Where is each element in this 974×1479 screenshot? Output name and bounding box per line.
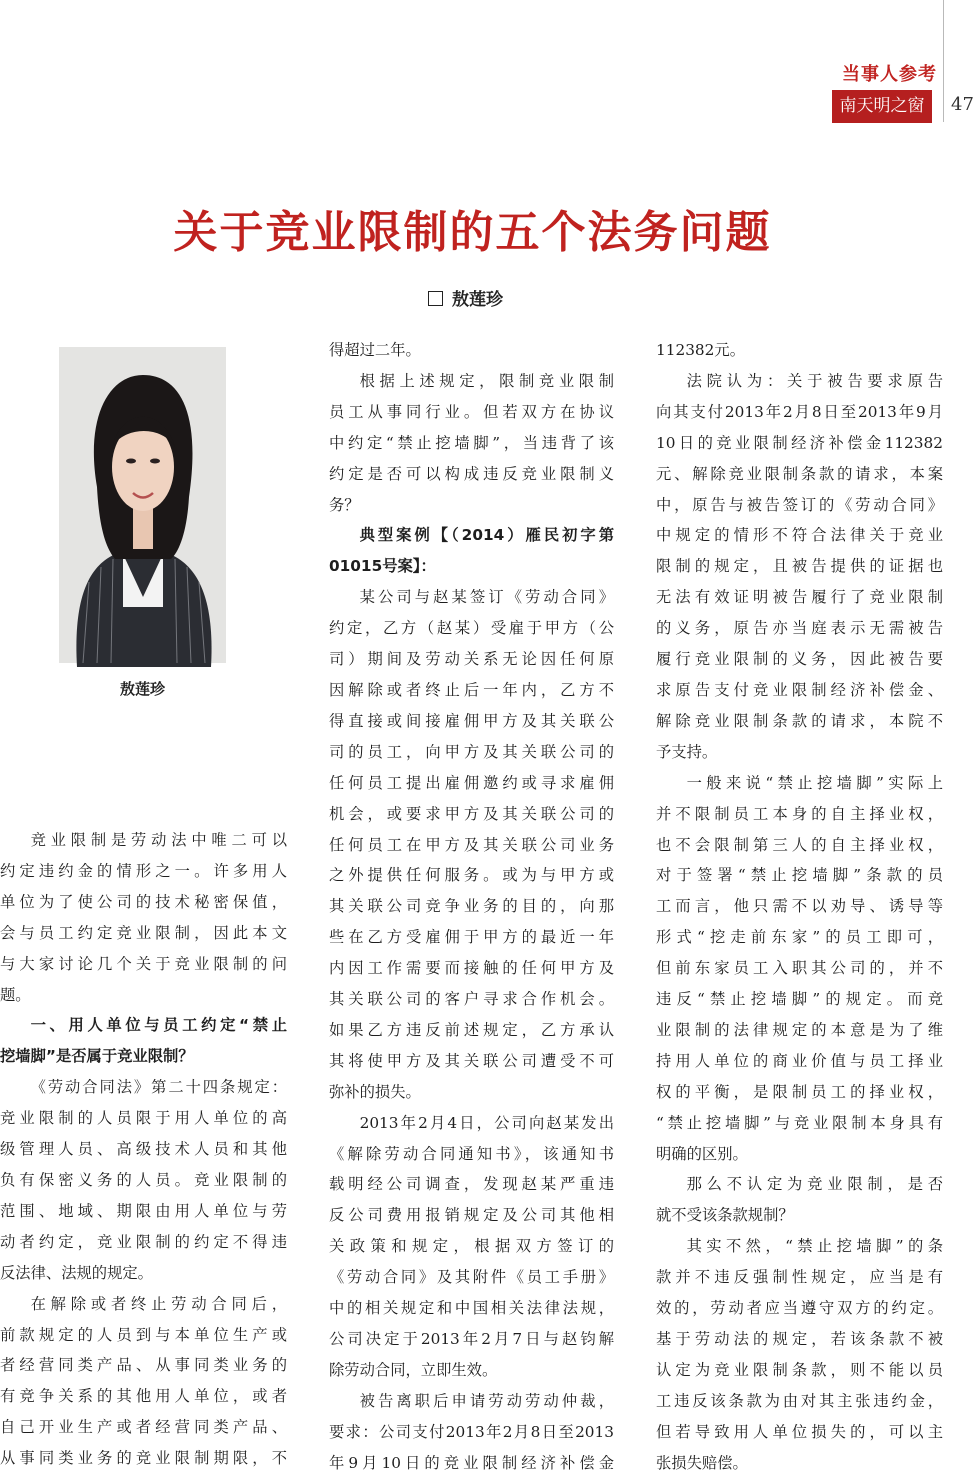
page-number: 47 [951,94,974,115]
text-line: 形式“挖走前东家”的员工即可， [656,928,943,947]
text-line: 之外提供任何服务。或为与甲方或 [329,866,614,885]
article-title: 关于竞业限制的五个法务问题 [173,207,772,258]
text-line: 112382元。 [656,341,745,359]
header-rule [943,0,944,122]
text-line: 公司决定于2013年2月7日与赵钧解 [329,1330,614,1348]
text-line: 并不限制员工本身的自主择业权， [656,804,943,823]
text-line: 前款规定的人员到与本单位生产或 [0,1325,287,1344]
text-line: 求原告支付竞业限制经济补偿金、 [656,680,943,699]
text-line: 如果乙方违反前述规定，乙方承认 [329,1020,614,1039]
text-line: 的义务，原告亦当庭表示无需被告 [656,619,943,638]
text-line: 被告离职后申请劳动劳动仲裁， [359,1391,614,1410]
text-line: 那么不认定为竞业限制，是否 [686,1175,943,1194]
text-line: 年9月10日的竞业限制经济补偿金 [329,1453,614,1472]
text-line: 持用人单位的商业价值与员工择业 [656,1051,943,1070]
section-heading: 一、用人单位与员工约定“禁止 [30,1016,287,1035]
text-line: 认定为竞业限制条款，则不能以员 [656,1360,943,1379]
text-line: 得超过二年。 [329,341,421,359]
text-line: 负有保密义务的人员。竞业限制的 [0,1170,287,1189]
case-heading: 01015号案】： [329,557,436,576]
square-icon [428,291,443,306]
text-line: 基于劳动法的规定，若该条款不被 [656,1330,943,1348]
text-line: 因解除或者终止后一年内，乙方不 [329,680,614,699]
text-line: 业限制的法律规定的本意是为了维 [656,1020,943,1039]
text-line: 履行竞业限制的义务，因此被告要 [656,650,943,669]
text-line: 工违反该条款为由对其主张违约金， [656,1391,943,1410]
text-line: 予支持。 [656,742,718,761]
text-line: 就不受该条款规制？ [656,1206,794,1225]
text-line: 张损失赔偿。 [656,1453,748,1472]
section-label: 当事人参考 [842,64,937,85]
text-line: 款并不违反强制性规定，应当是有 [656,1268,943,1287]
text-line: 一般来说“禁止挖墙脚”实际上 [686,773,943,792]
text-line: 约定是否可以构成违反竞业限制义 [329,464,614,483]
text-line: 法院认为：关于被告要求原告 [686,371,943,390]
author-byline [428,285,503,310]
text-line: 其将使甲方及其关联公司遭受不可 [329,1051,614,1070]
text-line: 向其支付2013年2月8日至2013年9月 [656,402,943,421]
text-line: 约定，乙方（赵某）受雇于甲方（公 [329,619,614,638]
text-line: 内因工作需要而接触的任何甲方及 [329,959,614,978]
text-line: 解除竞业限制条款的请求，本院不 [656,711,943,730]
text-line: 根据上述规定，限制竞业限制 [359,371,614,390]
text-line: 司）期间及劳动关系无论因任何原 [329,650,614,669]
text-line: 务？ [329,495,360,514]
text-line: 某公司与赵某签订《劳动合同》 [359,588,614,607]
text-line: 中，原告与被告签订的《劳动合同》 [656,495,943,514]
text-line: 权的平衡，是限制员工的择业权， [656,1082,943,1101]
text-line: 者经营同类产品、从事同类业务的 [0,1356,287,1375]
text-column-1 [0,825,287,1474]
text-line: 《劳动合同》及其附件《员工手册》 [329,1268,614,1287]
text-line: 反公司费用报销规定及公司其他相 [329,1206,614,1225]
text-line: 级管理人员、高级技术人员和其他 [0,1140,287,1159]
text-line: 其关联公司竞争业务的目的，向那 [329,897,614,916]
author-name: 敖莲珍 [452,290,503,310]
text-line: 机会，或要求甲方及其关联公司的 [329,804,614,823]
column-name-label: 南天明之窗 [832,90,932,123]
text-line: 在解除或者终止劳动合同后， [30,1294,287,1313]
text-line: 《解除劳动合同通知书》，该通知书 [329,1144,614,1163]
text-line: 得直接或间接雇佣甲方及其关联公 [329,711,614,730]
text-line: 与大家讨论几个关于竞业限制的问 [0,954,287,973]
text-line: 中的相关规定和中国相关法律法规， [329,1299,614,1318]
text-line: 会与员工约定竞业限制，因此本文 [0,923,287,942]
text-line: 些在乙方受雇佣于甲方的最近一年 [329,928,614,947]
text-line: 约定违约金的情形之一。许多用人 [0,861,287,880]
text-line: 范围、地域、期限由用人单位与劳 [0,1201,287,1220]
text-line: 也不会限制第三人的自主择业权， [656,835,943,854]
text-line: 任何员工在甲方及其关联公司业务 [329,835,614,854]
text-column-3 [656,335,943,1479]
text-line: 关政策和规定，根据双方签订的 [329,1237,614,1256]
text-line: 载明经公司调查，发现赵某严重违 [329,1175,614,1194]
text-line: 10日的竞业限制经济补偿金112382 [656,433,943,452]
text-line: 题。 [0,985,31,1004]
text-line: 竞业限制的人员限于用人单位的高 [0,1109,287,1128]
text-line: 自己开业生产或者经营同类产品、 [0,1418,287,1437]
text-line: 中约定“禁止挖墙脚”，当违背了该 [329,433,614,452]
text-line: 限制的规定，且被告提供的证据也 [656,557,943,576]
text-line: 对于签署“禁止挖墙脚”条款的员 [656,866,943,885]
text-line: 任何员工提出雇佣邀约或寻求雇佣 [329,773,614,792]
text-line: 工而言，他只需不以劝导、诱导等 [656,897,943,916]
text-line: 要求：公司支付2013年2月8日至2013 [329,1422,614,1441]
text-line: 从事同类业务的竞业限制期限，不 [0,1449,287,1468]
text-line: 2013年2月4日，公司向赵某发出 [359,1113,614,1132]
text-line: 司的员工，向甲方及其关联公司的 [329,742,614,761]
text-line: 弥补的损失。 [329,1082,421,1101]
text-line: 明确的区别。 [656,1144,748,1163]
text-line: 动者约定，竞业限制的约定不得违 [0,1232,287,1251]
text-line: 其实不然，“禁止挖墙脚”的条 [686,1237,943,1256]
text-line: 但若导致用人单位损失的，可以主 [656,1422,943,1441]
case-heading: 典型案例【（2014）雁民初字第 [359,526,614,545]
text-line: 中规定的情形不符合法律关于竞业 [656,526,943,545]
text-line: 有竞争关系的其他用人单位，或者 [0,1387,287,1406]
section-heading: 挖墙脚”是否属于竞业限制？ [0,1047,194,1066]
text-line: 除劳动合同，立即生效。 [329,1360,498,1379]
text-line: 元、解除竞业限制条款的请求，本案 [656,464,943,483]
text-line: 反法律、法规的规定。 [0,1263,153,1282]
text-line: 违反“禁止挖墙脚”的规定。而竞 [656,990,943,1009]
text-line: 员工从事同行业。但若双方在协议 [329,402,614,421]
text-line: 单位为了使公司的技术秘密保值， [0,892,287,911]
text-line: 效的，劳动者应当遵守双方的约定。 [656,1299,943,1318]
text-column-2 [329,335,614,1479]
text-line: 无法有效证明被告履行了竞业限制 [656,588,943,607]
text-line: 《劳动合同法》第二十四条规定： [30,1078,287,1097]
text-line: “禁止挖墙脚”与竞业限制本身具有 [656,1113,943,1132]
text-line: 竞业限制是劳动法中唯二可以 [30,831,287,849]
author-photo [59,347,226,663]
text-line: 但前东家员工入职其公司的，并不 [656,959,943,978]
text-line: 其关联公司的客户寻求合作机会。 [329,990,614,1009]
photo-caption: 敖莲珍 [119,680,165,698]
